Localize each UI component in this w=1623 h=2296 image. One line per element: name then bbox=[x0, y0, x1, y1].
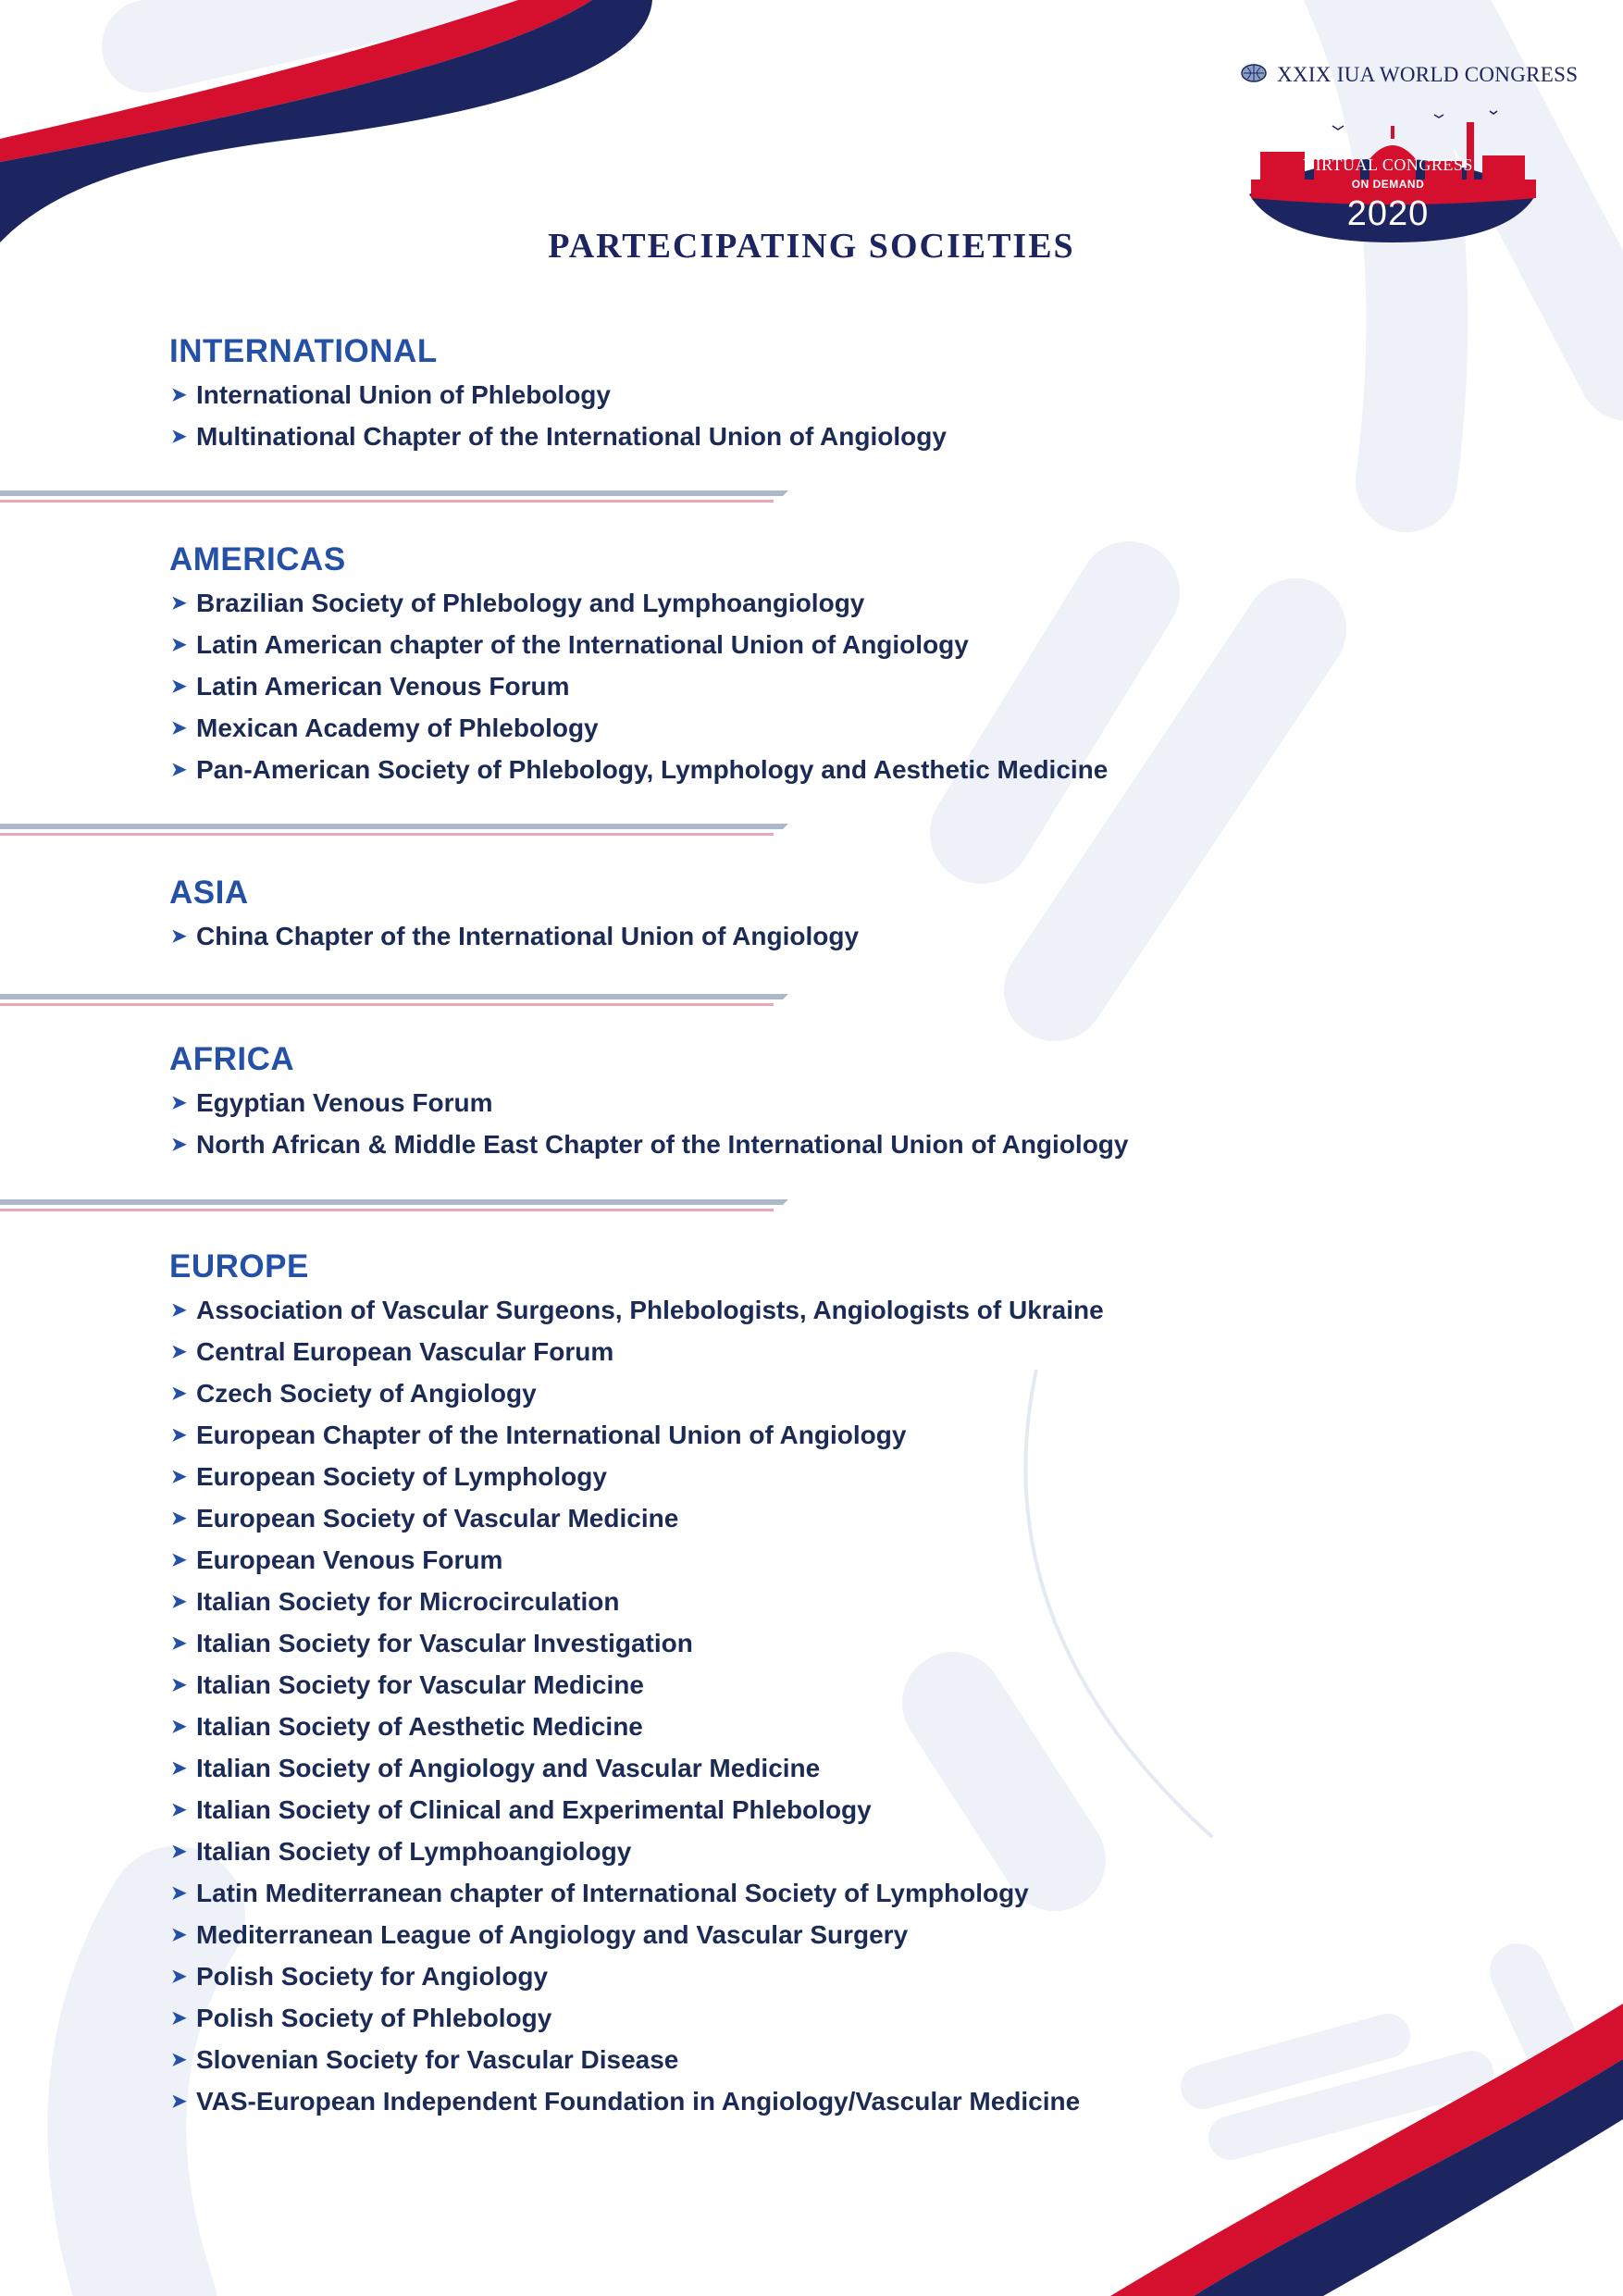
list-item bbox=[169, 1955, 1104, 1997]
section-divider bbox=[0, 1199, 788, 1212]
society-name: Egyptian Venous Forum bbox=[196, 1088, 493, 1117]
chevron-right-icon: ➤ bbox=[171, 1384, 187, 1404]
society-name: Central European Vascular Forum bbox=[196, 1337, 614, 1366]
logo-year: 2020 bbox=[1346, 194, 1430, 233]
society-name: VAS-European Independent Foundation in Angiology/Vascular Medicine bbox=[196, 2087, 1081, 2116]
society-name: Latin American Venous Forum bbox=[196, 672, 570, 701]
list-item bbox=[169, 1414, 1104, 1456]
list-item bbox=[169, 1664, 1104, 1706]
society-name: Italian Society of Lymphoangiology bbox=[196, 1837, 632, 1866]
society-name: Slovenian Society for Vascular Disease bbox=[196, 2045, 679, 2074]
chevron-right-icon: ➤ bbox=[171, 718, 187, 738]
chevron-right-icon: ➤ bbox=[171, 1300, 187, 1321]
list-item bbox=[169, 1581, 1104, 1622]
chevron-right-icon: ➤ bbox=[171, 676, 187, 697]
chevron-right-icon: ➤ bbox=[171, 2091, 187, 2112]
list-item bbox=[169, 1082, 1128, 1123]
society-name: Italian Society of Angiology and Vascular Medicine bbox=[196, 1754, 821, 1782]
society-list bbox=[169, 1082, 1128, 1165]
society-name: European Society of Lymphology bbox=[196, 1462, 607, 1491]
list-item bbox=[169, 1747, 1104, 1789]
section-asia bbox=[169, 873, 859, 957]
society-name: Italian Society of Aesthetic Medicine bbox=[196, 1712, 643, 1741]
society-name: Pan-American Society of Phlebology, Lymphology and Aesthetic Medicine bbox=[196, 755, 1109, 784]
globe-icon bbox=[1240, 63, 1268, 83]
society-name: Brazilian Society of Phlebology and Lymphoangiology bbox=[196, 589, 865, 617]
chevron-right-icon: ➤ bbox=[171, 1967, 187, 1987]
chevron-right-icon: ➤ bbox=[171, 1883, 187, 1904]
society-name: China Chapter of the International Union of Angiology bbox=[196, 922, 860, 950]
logo-line-on-demand: ON DEMAND bbox=[1351, 178, 1425, 191]
society-name: Czech Society of Angiology bbox=[196, 1379, 537, 1408]
chevron-right-icon: ➤ bbox=[171, 760, 187, 780]
list-item bbox=[169, 416, 947, 457]
chevron-right-icon: ➤ bbox=[171, 1800, 187, 1820]
chevron-right-icon: ➤ bbox=[171, 1093, 187, 1113]
list-item bbox=[169, 1372, 1104, 1414]
list-item bbox=[169, 2039, 1104, 2080]
list-item bbox=[169, 1497, 1104, 1539]
society-name: Mediterranean League of Angiology and Vascular Surgery bbox=[196, 1920, 909, 1949]
chevron-right-icon: ➤ bbox=[171, 1675, 187, 1695]
society-name: Association of Vascular Surgeons, Phlebologists, Angiologists of Ukraine bbox=[196, 1296, 1104, 1324]
chevron-right-icon: ➤ bbox=[171, 385, 187, 405]
section-heading: ASIA bbox=[169, 875, 249, 911]
list-item bbox=[169, 1456, 1104, 1497]
society-name: European Society of Vascular Medicine bbox=[196, 1504, 679, 1533]
society-name: European Venous Forum bbox=[196, 1545, 503, 1574]
list-item bbox=[169, 749, 1108, 790]
chevron-right-icon: ➤ bbox=[171, 635, 187, 655]
society-list bbox=[169, 1289, 1104, 2122]
chevron-right-icon: ➤ bbox=[171, 427, 187, 447]
chevron-right-icon: ➤ bbox=[171, 1925, 187, 1945]
chevron-right-icon: ➤ bbox=[171, 1717, 187, 1737]
list-item bbox=[169, 915, 859, 957]
section-africa bbox=[169, 1039, 1128, 1165]
section-americas bbox=[169, 540, 1108, 790]
list-item bbox=[169, 1706, 1104, 1747]
section-divider bbox=[0, 490, 788, 503]
chevron-right-icon: ➤ bbox=[171, 1425, 187, 1446]
list-item bbox=[169, 1622, 1104, 1664]
list-item bbox=[169, 582, 1108, 624]
society-list bbox=[169, 582, 1108, 790]
society-name: Multinational Chapter of the International Union of Angiology bbox=[196, 422, 947, 451]
society-name: Mexican Academy of Phlebology bbox=[196, 714, 599, 742]
society-name: European Chapter of the International Union of Angiology bbox=[196, 1421, 907, 1449]
section-heading: INTERNATIONAL bbox=[169, 333, 438, 369]
logo-line-virtual: VIRTUAL CONGRESS bbox=[1303, 155, 1473, 174]
congress-logo bbox=[1240, 57, 1579, 242]
chevron-right-icon: ➤ bbox=[171, 2008, 187, 2029]
list-item bbox=[169, 1331, 1104, 1372]
list-item bbox=[169, 665, 1108, 707]
chevron-right-icon: ➤ bbox=[171, 1508, 187, 1529]
chevron-right-icon: ➤ bbox=[171, 1467, 187, 1487]
section-europe bbox=[169, 1247, 1104, 2122]
section-divider bbox=[0, 824, 788, 837]
chevron-right-icon: ➤ bbox=[171, 593, 187, 614]
list-item bbox=[169, 1539, 1104, 1581]
section-heading: AFRICA bbox=[169, 1041, 295, 1077]
list-item bbox=[169, 2080, 1104, 2122]
society-name: North African & Middle East Chapter of the International Union of Angiology bbox=[196, 1130, 1129, 1159]
chevron-right-icon: ➤ bbox=[171, 1550, 187, 1570]
chevron-right-icon: ➤ bbox=[171, 1633, 187, 1654]
list-item bbox=[169, 1997, 1104, 2039]
list-item bbox=[169, 374, 947, 416]
chevron-right-icon: ➤ bbox=[171, 2050, 187, 2070]
society-name: Italian Society for Vascular Medicine bbox=[196, 1670, 644, 1699]
chevron-right-icon: ➤ bbox=[171, 1135, 187, 1155]
list-item bbox=[169, 624, 1108, 665]
society-name: Italian Society for Vascular Investigation bbox=[196, 1629, 693, 1657]
society-name: Polish Society for Angiology bbox=[196, 1962, 549, 1991]
society-name: Latin American chapter of the International Union of Angiology bbox=[196, 630, 969, 659]
list-item bbox=[169, 707, 1108, 749]
chevron-right-icon: ➤ bbox=[171, 1342, 187, 1362]
society-list bbox=[169, 374, 947, 457]
society-name: Polish Society of Phlebology bbox=[196, 2004, 552, 2032]
list-item bbox=[169, 1123, 1128, 1165]
section-heading: AMERICAS bbox=[169, 541, 346, 577]
society-name: Italian Society for Microcirculation bbox=[196, 1587, 620, 1616]
list-item bbox=[169, 1789, 1104, 1831]
logo-title: XXIX IUA WORLD CONGRESS bbox=[1277, 63, 1579, 86]
chevron-right-icon: ➤ bbox=[171, 1758, 187, 1779]
list-item bbox=[169, 1831, 1104, 1872]
list-item bbox=[169, 1914, 1104, 1955]
chevron-right-icon: ➤ bbox=[171, 1592, 187, 1612]
section-international bbox=[169, 331, 947, 457]
chevron-right-icon: ➤ bbox=[171, 1842, 187, 1862]
list-item bbox=[169, 1289, 1104, 1331]
section-divider bbox=[0, 994, 788, 1007]
chevron-right-icon: ➤ bbox=[171, 926, 187, 947]
society-name: Italian Society of Clinical and Experimental Phlebology bbox=[196, 1795, 872, 1824]
page-title: PARTECIPATING SOCIETIES bbox=[548, 227, 1075, 266]
society-name: International Union of Phlebology bbox=[196, 380, 611, 409]
section-heading: EUROPE bbox=[169, 1248, 309, 1285]
society-list bbox=[169, 915, 859, 957]
list-item bbox=[169, 1872, 1104, 1914]
society-name: Latin Mediterranean chapter of International Society of Lymphology bbox=[196, 1879, 1029, 1907]
